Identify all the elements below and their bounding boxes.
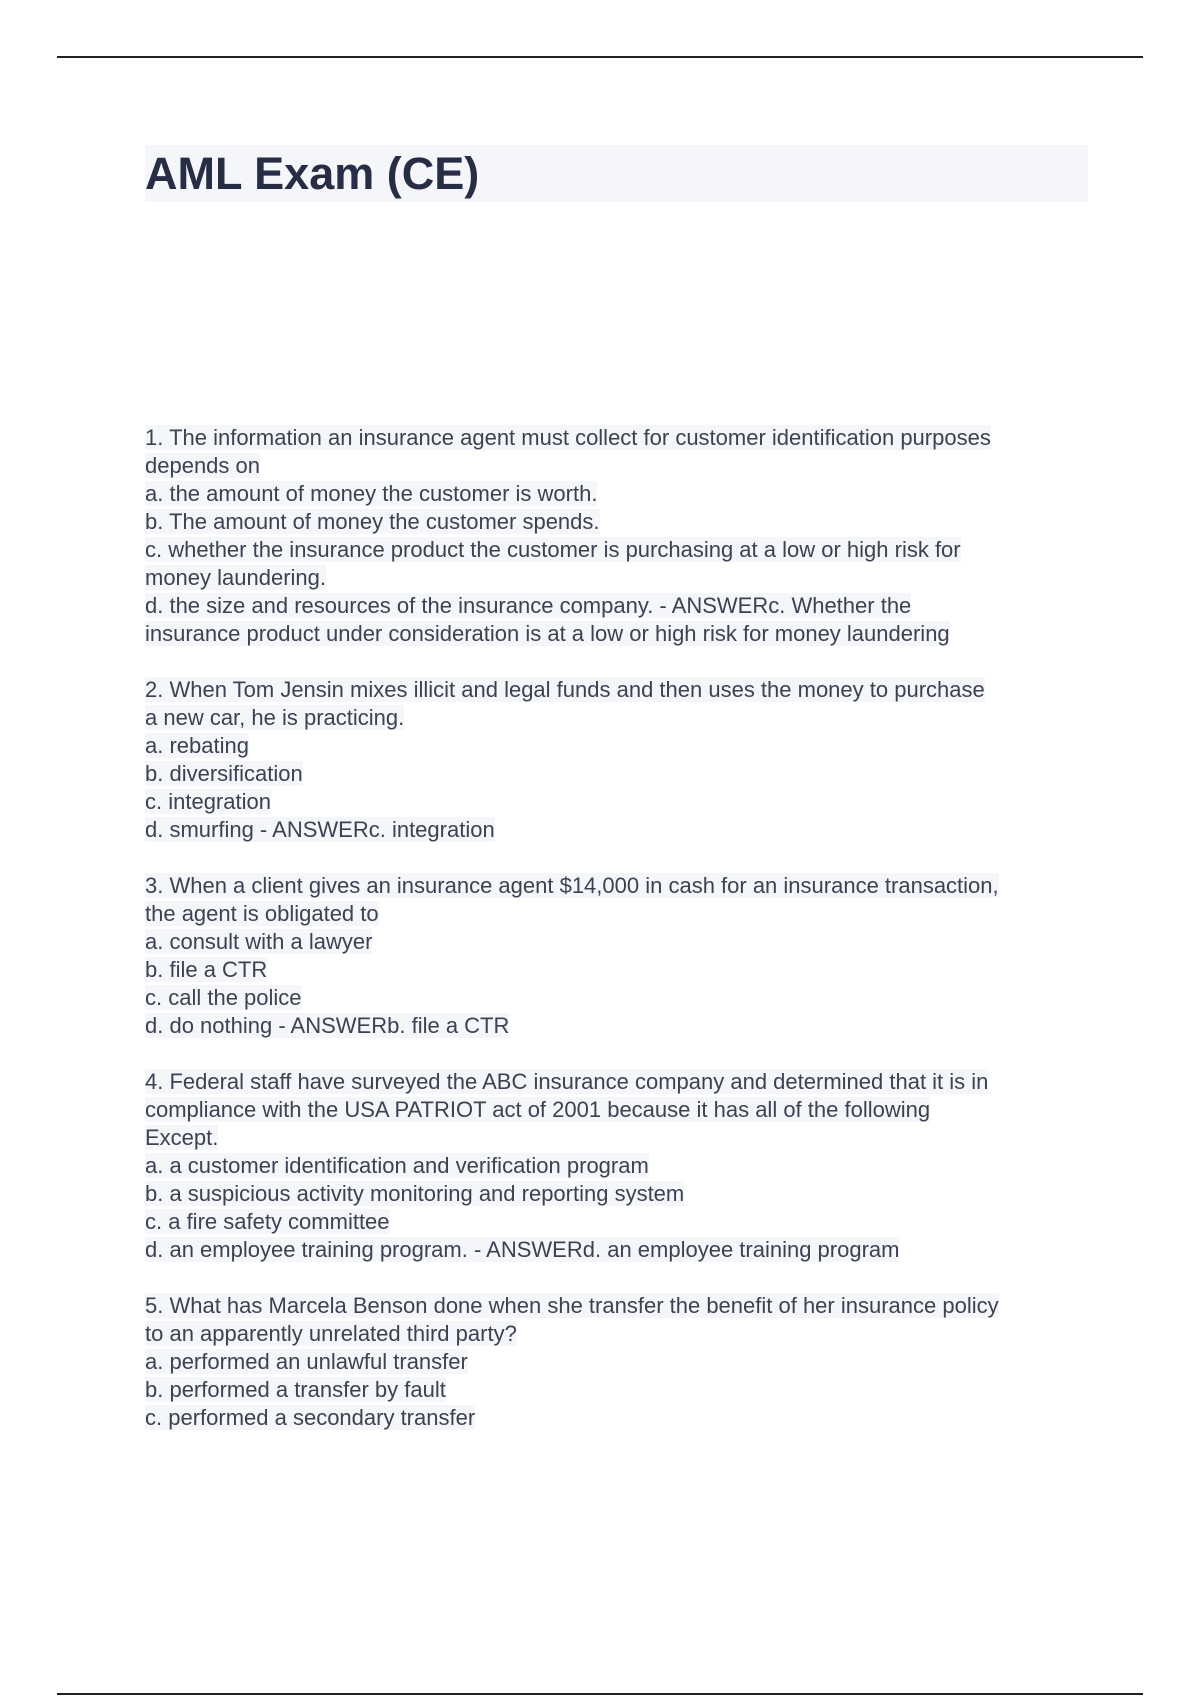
question-line: 3. When a client gives an insurance agent $14,000 in cash for an insurance transaction, (145, 873, 999, 898)
option-d-answer: d. the size and resources of the insurance company. - ANSWERc. Whether the (145, 593, 912, 618)
option-a: a. a customer identification and verification program (145, 1153, 649, 1178)
question-3 (145, 872, 1105, 1040)
option-c: c. whether the insurance product the customer is purchasing at a low or high risk for (145, 537, 961, 562)
option-a: a. rebating (145, 733, 249, 758)
question-line: compliance with the USA PATRIOT act of 2001 because it has all of the following (145, 1097, 931, 1122)
question-line: 2. When Tom Jensin mixes illicit and legal funds and then uses the money to purchase (145, 677, 985, 702)
option-b: b. file a CTR (145, 957, 268, 982)
question-5 (145, 1292, 1105, 1432)
option-b: b. The amount of money the customer spends. (145, 509, 600, 534)
option-b: b. diversification (145, 761, 303, 786)
question-2 (145, 676, 1105, 844)
option-d-answer: d. smurfing - ANSWERc. integration (145, 817, 495, 842)
option-a: a. performed an unlawful transfer (145, 1349, 468, 1374)
question-line: Except. (145, 1125, 219, 1150)
top-rule (57, 56, 1143, 58)
question-line: 1. The information an insurance agent must collect for customer identification purposes (145, 425, 991, 450)
answer-continued: insurance product under consideration is at a low or high risk for money laundering (145, 621, 950, 646)
option-c-continued: money laundering. (145, 565, 327, 590)
question-line: depends on (145, 453, 260, 478)
option-a: a. consult with a lawyer (145, 929, 373, 954)
question-line: a new car, he is practicing. (145, 705, 405, 730)
option-c: c. performed a secondary transfer (145, 1405, 476, 1430)
option-d-answer: d. do nothing - ANSWERb. file a CTR (145, 1013, 510, 1038)
option-c: c. a fire safety committee (145, 1209, 390, 1234)
option-c: c. call the police (145, 985, 302, 1010)
question-list (145, 424, 1105, 1460)
document-title: AML Exam (CE) (145, 148, 480, 199)
option-b: b. performed a transfer by fault (145, 1377, 446, 1402)
question-4 (145, 1068, 1105, 1264)
option-b: b. a suspicious activity monitoring and reporting system (145, 1181, 685, 1206)
question-line: 5. What has Marcela Benson done when she transfer the benefit of her insurance policy (145, 1293, 999, 1318)
question-line: to an apparently unrelated third party? (145, 1321, 517, 1346)
bottom-rule (57, 1693, 1143, 1695)
option-a: a. the amount of money the customer is worth. (145, 481, 598, 506)
option-d-answer: d. an employee training program. - ANSWERd. an employee training program (145, 1237, 900, 1262)
question-1 (145, 424, 1105, 648)
question-line: 4. Federal staff have surveyed the ABC insurance company and determined that it is in (145, 1069, 989, 1094)
option-c: c. integration (145, 789, 271, 814)
question-line: the agent is obligated to (145, 901, 379, 926)
